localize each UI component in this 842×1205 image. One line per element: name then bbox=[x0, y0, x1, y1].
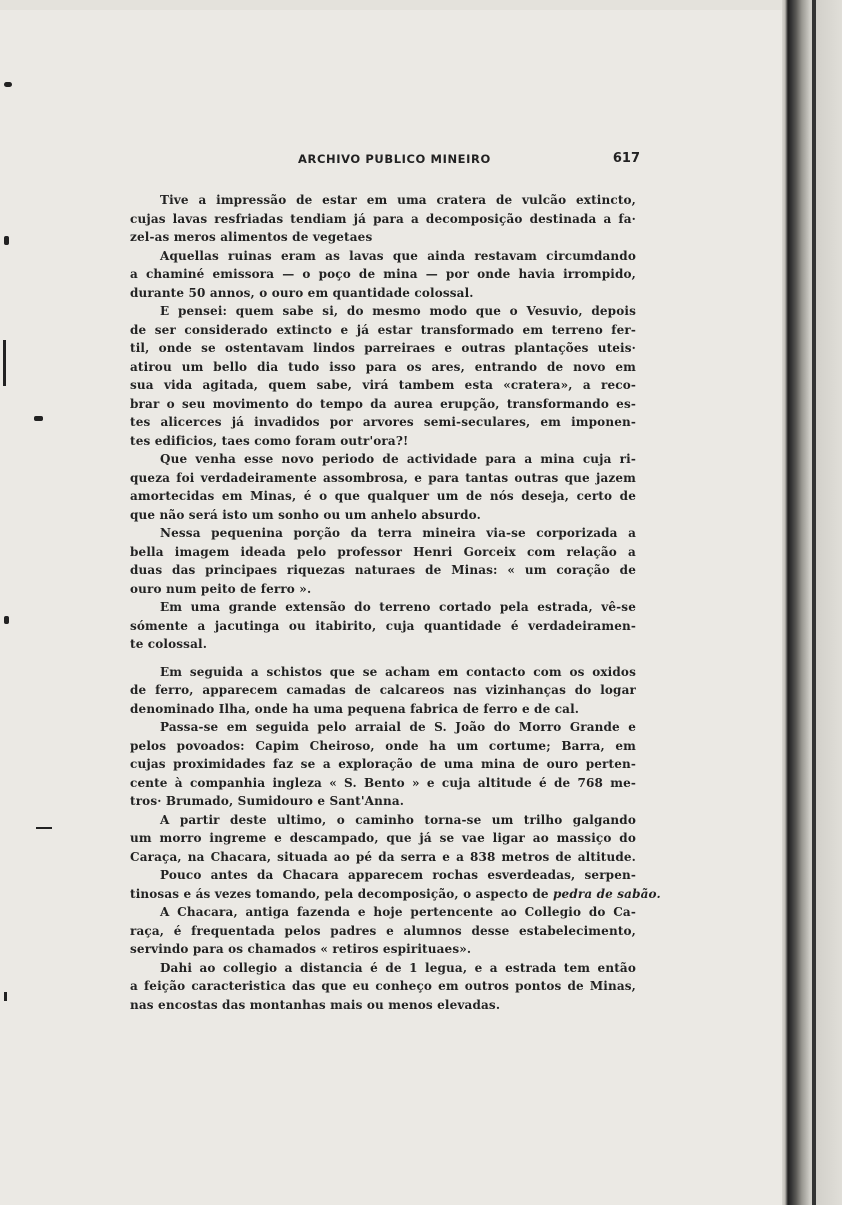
text-line: til, onde se ostentavam lindos parreiraes e outras plantações uteis· bbox=[130, 341, 636, 355]
text-line: cujas lavas resfriadas tendiam já para a decomposição destinada a fa· bbox=[130, 211, 636, 226]
text-line: A Chacara, antiga fazenda e hoje pertencente ao Collegio do Ca- bbox=[160, 905, 636, 919]
text-line: Caraça, na Chacara, situada ao pé da serra e a 838 metros de altitude. bbox=[130, 849, 636, 864]
text-line: E pensei: quem sabe si, do mesmo modo que o Vesuvio, depois bbox=[160, 304, 636, 318]
text-line: tros· Brumado, Sumidouro e Sant'Anna. bbox=[130, 794, 405, 808]
text-line: raça, é frequentada pelos padres e alumnos desse estabelecimento, bbox=[130, 923, 636, 938]
text-line: Nessa pequenina porção da terra mineira via-se corporizada a bbox=[160, 526, 636, 540]
text-line: um morro ingreme e descampado, que já se vae ligar ao massiço do bbox=[130, 831, 636, 845]
text-fragment: tinosas e ás vezes tomando, pela decomposição, o aspecto de bbox=[130, 886, 549, 901]
text-line: tes edificios, taes como foram outr'ora?! bbox=[130, 433, 409, 448]
text-line: durante 50 annos, o ouro em quantidade colossal. bbox=[130, 285, 474, 300]
top-edge bbox=[0, 0, 842, 10]
text-line: queza foi verdadeiramente assombrosa, e para tantas outras que jazem bbox=[130, 470, 636, 485]
text-line: brar o seu movimento do tempo da aurea erupção, transformando es- bbox=[130, 396, 636, 411]
text-line: sómente a jacutinga ou itabirito, cuja quantidade é verdadeiramen- bbox=[130, 618, 636, 633]
text-line bbox=[130, 885, 661, 904]
text-line: Em uma grande extensão do terreno cortado pela estrada, vê-se bbox=[160, 600, 636, 614]
text-line: ouro num peito de ferro ». bbox=[130, 581, 312, 596]
text-line: Em seguida a schistos que se acham em contacto com os oxidos bbox=[160, 664, 636, 679]
margin-mark bbox=[4, 992, 7, 1001]
text-line: Passa-se em seguida pelo arraial de S. João do Morro Grande e bbox=[160, 720, 636, 734]
text-line: duas das principaes riquezas naturaes de Minas: « um coração de bbox=[130, 563, 636, 577]
text-line: Dahi ao collegio a distancia é de 1 legua, e a estrada tem então bbox=[160, 960, 636, 975]
text-line: Que venha esse novo periodo de actividade para a mina cuja ri- bbox=[160, 452, 636, 466]
text-line: servindo para os chamados « retiros espirituaes». bbox=[130, 942, 472, 956]
margin-mark bbox=[36, 827, 52, 829]
header-title: ARCHIVO PUBLICO MINEIRO bbox=[298, 152, 491, 166]
text-line: cente à companhia ingleza « S. Bento » e cuja altitude é de 768 me- bbox=[130, 775, 636, 790]
text-line: a chaminé emissora — o poço de mina — por onde havia irrompido, bbox=[130, 267, 636, 281]
text-line: a feição caracteristica das que eu conheço em outros pontos de Minas, bbox=[130, 979, 636, 993]
text-line: de ferro, apparecem camadas de calcareos nas vizinhanças do logar bbox=[130, 683, 636, 697]
margin-mark bbox=[4, 82, 12, 87]
text-line: pelos povoados: Capim Cheiroso, onde ha um cortume; Barra, em bbox=[130, 738, 636, 753]
text-line: A partir deste ultimo, o caminho torna-se um trilho galgando bbox=[160, 812, 636, 827]
text-line: te colossal. bbox=[130, 637, 208, 651]
text-line: Aquellas ruinas eram as lavas que ainda restavam circumdando bbox=[160, 248, 636, 263]
margin-mark bbox=[34, 416, 43, 421]
text-line: de ser considerado extincto e já estar transformado em terreno fer- bbox=[130, 322, 636, 337]
text-line: bella imagem ideada pelo professor Henri Gorceix com relação a bbox=[130, 544, 636, 559]
margin-mark bbox=[4, 236, 9, 245]
text-line: Pouco antes da Chacara apparecem rochas esverdeadas, serpen- bbox=[160, 868, 636, 882]
binding-shadow bbox=[812, 0, 816, 1205]
text-line: tes alicerces já invadidos por arvores semi-seculares, em imponen- bbox=[130, 415, 636, 429]
margin-mark bbox=[4, 616, 9, 624]
running-header bbox=[298, 152, 640, 172]
text-line: nas encostas das montanhas mais ou menos elevadas. bbox=[130, 997, 501, 1012]
body-text bbox=[130, 191, 661, 1014]
italic-fragment: pedra de sabão. bbox=[553, 886, 661, 901]
text-line: Tive a impressão de estar em uma cratera de vulcão extincto, bbox=[160, 193, 636, 207]
page-number: 617 bbox=[612, 151, 640, 166]
margin-mark bbox=[3, 340, 6, 386]
text-line: sua vida agitada, quem sabe, virá tambem esta «cratera», a reco- bbox=[130, 378, 636, 392]
text-line: que não será isto um sonho ou um anhelo absurdo. bbox=[130, 507, 481, 522]
text-line: atirou um bello dia tudo isso para os ares, entrando de novo em bbox=[130, 359, 636, 374]
text-line: cujas proximidades faz se a exploração de uma mina de ouro perten- bbox=[130, 757, 636, 771]
text-line: zel-as meros alimentos de vegetaes bbox=[130, 230, 373, 244]
text-line: amortecidas em Minas, é o que qualquer um de nós deseja, certo de bbox=[130, 489, 636, 503]
text-line: denominado Ilha, onde ha uma pequena fabrica de ferro e de cal. bbox=[130, 701, 580, 716]
